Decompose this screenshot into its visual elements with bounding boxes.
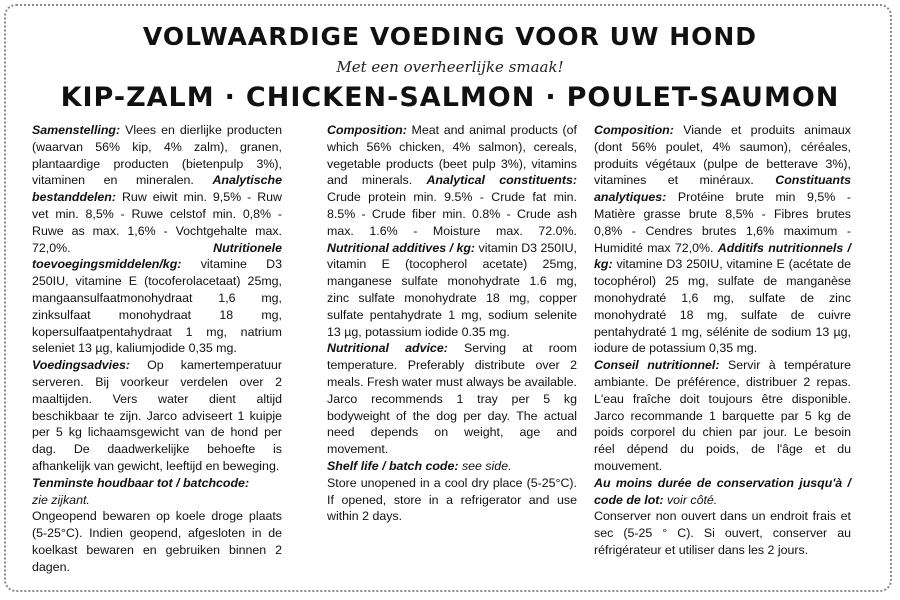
- shelf-value: see side.: [458, 458, 512, 473]
- additives-label: Nutritionele toevoegingsmiddelen/kg:: [32, 240, 282, 272]
- column-french: [594, 122, 851, 559]
- column-english: [327, 122, 577, 525]
- additives-text: vitamine D3 250IU, vitamine E (tocoferolacetaat) 25mg, mangaansulfaatmonohydraat 1,6 mg, zinksulfaat monohydraat 18 mg, kopersulfaatpentahydraat 1 mg, natrium seleniet 13 µg, kaliumjodide 0,35 mg.: [32, 257, 282, 356]
- storage-paragraph: Conserver non ouvert dans un endroit frais et sec (5-25 ° C). Si ouvert, conserver au réfrigérateur et utiliser dans les 2 jours.: [594, 509, 851, 557]
- composition-label: Composition:: [594, 123, 674, 137]
- storage-paragraph: Store unopened in a cool dry place (5-25°C). If opened, store in a refrigerator and use within 2 days.: [327, 475, 577, 524]
- shelf-paragraph: [594, 475, 851, 509]
- composition-label: Samenstelling:: [32, 123, 121, 137]
- flavor-nl: KIP-ZALM: [60, 82, 215, 113]
- composition-paragraph: [327, 122, 577, 340]
- analytical-label: Analytical constituents:: [426, 173, 578, 188]
- shelf-label: Shelf life / batch code:: [327, 458, 459, 473]
- shelf-label: Tenminste houdbaar tot / batchcode:: [32, 475, 250, 490]
- shelf-value: voir côté.: [663, 492, 718, 507]
- separator: ·: [224, 82, 236, 113]
- analytical-text: Ruw eiwit min. 9,5% - Ruw vet min. 8,5% - Ruwe celstof min. 0,8% - Ruwe as max. 1,6% - Vochtgehalte max. 72,0%.: [32, 190, 282, 255]
- separator: ·: [545, 82, 557, 113]
- shelf-paragraph: [32, 475, 282, 509]
- additives-text: vitamin D3 250IU, vitamin E (tocopherol acetate) 25mg, manganese sulfate monohydrate 1.6 mg, zinc sulfate monohydrate 18 mg, copper sulfate pentahydrate 1 mg, sodium selenite 13 µg, potassium iodide 0.35 mg.: [327, 240, 577, 339]
- composition-paragraph: [594, 122, 851, 357]
- page-title: VOLWAARDIGE VOEDING VOOR UW HOND: [142, 22, 758, 51]
- additives-label: Additifs nutritionnels / kg:: [594, 240, 851, 272]
- additives-label: Nutritional additives / kg:: [327, 240, 476, 255]
- composition-label: Composition:: [327, 123, 407, 137]
- analytical-label: Constituants analytiques:: [594, 173, 851, 205]
- composition-text: Viande et produits animaux (dont 56% poulet, 4% saumon), céréales, produits végétaux (pulpe de betterave 3%), vitamines et minéraux.: [594, 123, 851, 188]
- additives-text: vitamine D3 250IU, vitamine E (acétate de tocophérol) 25 mg, sulfate de manganèse monohydraté 1,6 mg, sulfate de zinc monohydraté 18 mg, sulfate de cuivre pentahydraté 1 mg, sélénite de sodium 13 µg, iodure de potassium 0,35 mg.: [594, 257, 851, 356]
- advice-label: Nutritional advice:: [327, 341, 448, 356]
- analytical-label: Analytische bestanddelen:: [32, 173, 282, 205]
- advice-paragraph: [32, 357, 282, 475]
- advice-text: Op kamertemperatuur serveren. Bij voorkeur verdelen over 2 maaltijden. Vers water dient altijd beschikbaar te zijn. Jarco adviseert 1 kuipje per 5 kg lichaamsgewicht van de hond per dag. De daadwerkelijke behoefte is afhankelijk van gewicht, leeftijd en beweging.: [32, 358, 282, 473]
- shelf-value: zie zijkant.: [32, 492, 90, 507]
- composition-paragraph: [32, 122, 282, 357]
- flavor-fr: POULET-SAUMON: [566, 82, 840, 113]
- advice-label: Voedingsadvies:: [32, 358, 131, 373]
- shelf-label: Au moins durée de conservation jusqu'à / code de lot:: [594, 475, 851, 507]
- storage-paragraph: Ongeopend bewaren op koele droge plaats (5-25°C). Indien geopend, afgesloten in de koelkast bewaren en gebruiken binnen 2 dagen.: [32, 509, 282, 574]
- flavor-en: CHICKEN-SALMON: [245, 82, 536, 113]
- advice-text: Servir à température ambiante. De préférence, distribuer 2 repas. L'eau fraîche doit toujours être disponible. Jarco recommande 1 barquette par 5 kg de poids corporel du chien par jour. Le besoin réel dépend du poids, de l'âge et du mouvement.: [594, 358, 851, 473]
- composition-text: Meat and animal products (of which 56% chicken, 4% salmon), cereals, vegetable products (beet pulp 3%), vitamins and minerals.: [327, 123, 577, 188]
- tagline: Met een overheerlijke smaak!: [336, 58, 564, 76]
- shelf-paragraph: [327, 458, 577, 475]
- column-dutch: [32, 122, 282, 576]
- advice-text: Serving at room temperature. Preferably distribute over 2 meals. Fresh water must always be available. Jarco recommends 1 tray per 5 kg bodyweight of the dog per day. The actual need depends on weight, age and movement.: [327, 341, 577, 457]
- flavor-line: [0, 82, 900, 113]
- advice-paragraph: [594, 357, 851, 475]
- composition-text: Vlees en dierlijke producten (waarvan 56% kip, 4% zalm), granen, plantaardige producten (bietenpulp 3%), vitaminen en mineralen.: [32, 123, 282, 188]
- advice-paragraph: [327, 340, 577, 458]
- advice-label: Conseil nutritionnel:: [594, 358, 720, 373]
- analytical-text: Protéine brute min 9,5% - Matière grasse brute 8,5% - Fibres brutes 0,8% - Cendres brutes 1,6% maximum - Humidité max 72,0%.: [594, 190, 851, 255]
- analytical-text: Crude protein min. 9.5% - Crude fat min. 8.5% - Crude fiber min. 0.8% - Crude ash max. 1.6% - Moisture max. 72.0%.: [327, 190, 577, 238]
